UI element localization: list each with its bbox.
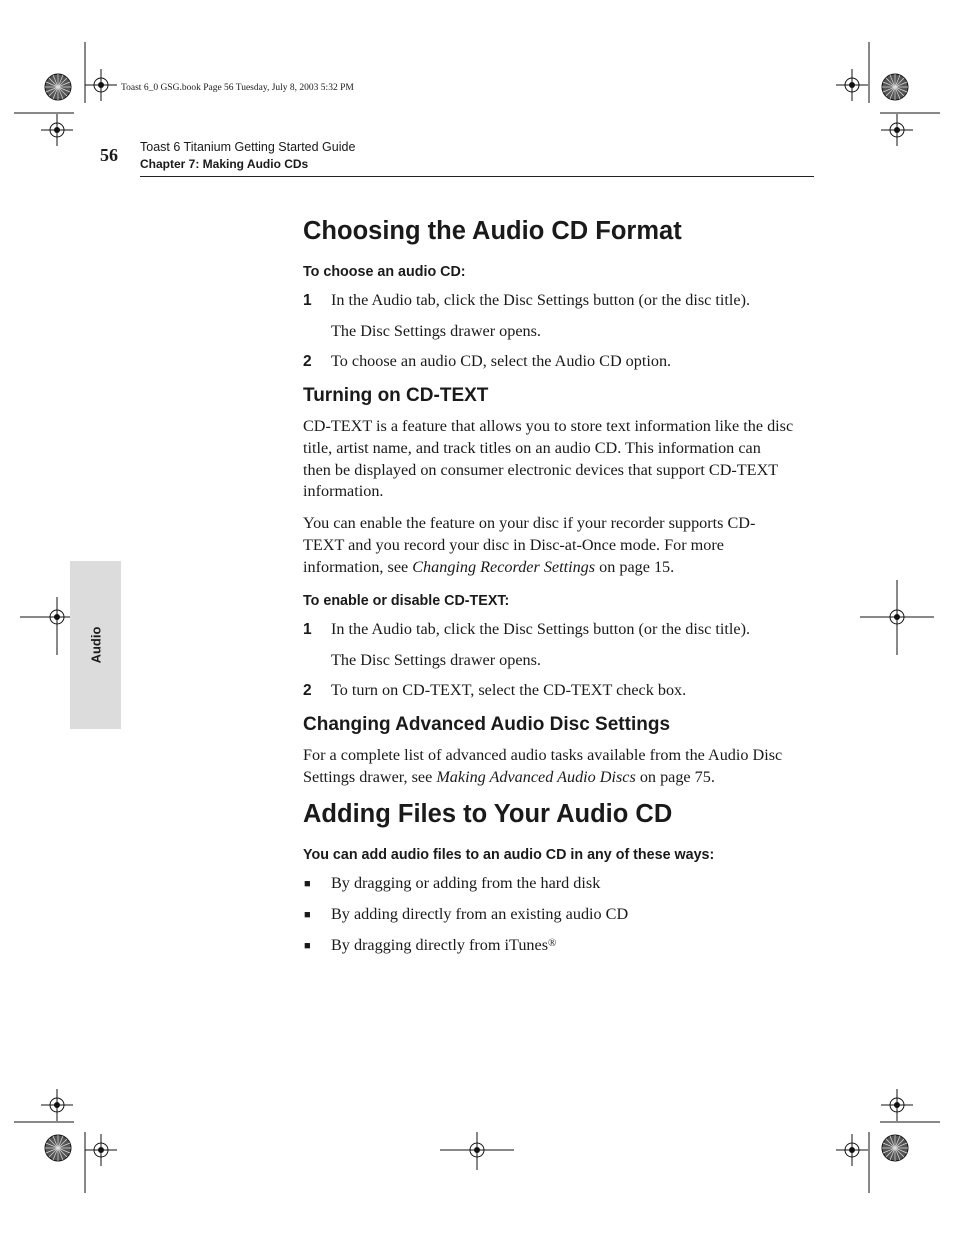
bullet-text: By dragging directly from iTunes: [331, 936, 549, 954]
bullet-icon: ■: [304, 940, 311, 952]
procedure-heading-cd-text: To enable or disable CD-TEXT:: [303, 593, 510, 609]
bullet-item: By adding directly from an existing audio CD: [331, 905, 629, 923]
page-number: 56: [100, 145, 118, 165]
step-number: 1: [303, 292, 312, 309]
header-rule: [140, 176, 814, 177]
paragraph-line: [303, 557, 815, 579]
text-run: on page 75.: [635, 767, 715, 786]
subheading-advanced-settings: Changing Advanced Audio Disc Settings: [303, 714, 671, 735]
step-number: 2: [303, 353, 312, 370]
registered-mark: ®: [548, 937, 557, 949]
paragraph-line: [303, 767, 815, 789]
paragraph-cd-text-enable: [303, 513, 815, 578]
step-text: To choose an audio CD, select the Audio CD option.: [331, 352, 672, 370]
step-result: The Disc Settings drawer opens.: [331, 322, 541, 340]
step-result: The Disc Settings drawer opens.: [331, 651, 541, 669]
print-slug: Toast 6_0 GSG.book Page 56 Tuesday, July 8, 2003 5:32 PM: [121, 83, 354, 93]
text-run: on page 15.: [595, 557, 675, 576]
running-header-title: Toast 6 Titanium Getting Started Guide: [140, 140, 356, 154]
running-header-chapter: Chapter 7: Making Audio CDs: [140, 157, 309, 171]
paragraph-line: You can enable the feature on your disc if your recorder supports CD-: [303, 514, 756, 532]
step-text: To turn on CD-TEXT, select the CD-TEXT check box.: [331, 681, 687, 699]
section-heading-audio-cd-format: Choosing the Audio CD Format: [303, 217, 682, 245]
side-tab: [70, 561, 121, 729]
paragraph-line: then be displayed on consumer electronic devices that support CD-TEXT: [303, 460, 779, 479]
paragraph-advanced: [303, 745, 815, 789]
bullet-item: By dragging or adding from the hard disk: [331, 874, 601, 892]
bullet-item: [331, 936, 556, 955]
paragraph-line: title, artist name, and track titles on an audio CD. This information can: [303, 438, 761, 457]
text-run: information, see: [303, 557, 413, 576]
text-run: Settings drawer, see: [303, 767, 437, 786]
cross-reference: Making Advanced Audio Discs: [436, 767, 636, 786]
paragraph-line: For a complete list of advanced audio tasks available from the Audio Disc: [303, 746, 783, 764]
bullet-icon: ■: [304, 878, 311, 890]
step-number: 2: [303, 682, 312, 699]
procedure-heading-add-files: You can add audio files to an audio CD in any of these ways:: [303, 847, 715, 863]
step-number: 1: [303, 621, 312, 638]
side-tab-label: Audio: [88, 626, 103, 664]
paragraph-line: information.: [303, 482, 384, 501]
cross-reference: Changing Recorder Settings: [412, 557, 596, 576]
paragraph-line: CD-TEXT is a feature that allows you to store text information like the disc: [303, 417, 794, 435]
subheading-cd-text: Turning on CD-TEXT: [303, 385, 489, 406]
step-text: In the Audio tab, click the Disc Settings button (or the disc title).: [331, 620, 751, 638]
section-heading-adding-files: Adding Files to Your Audio CD: [303, 800, 673, 828]
step-text: In the Audio tab, click the Disc Settings button (or the disc title).: [331, 291, 751, 309]
paragraph-cd-text-intro: [303, 416, 815, 503]
paragraph-line: TEXT and you record your disc in Disc-at-Once mode. For more: [303, 535, 724, 554]
bullet-icon: ■: [304, 909, 311, 921]
procedure-heading-choose-cd: To choose an audio CD:: [303, 264, 466, 280]
